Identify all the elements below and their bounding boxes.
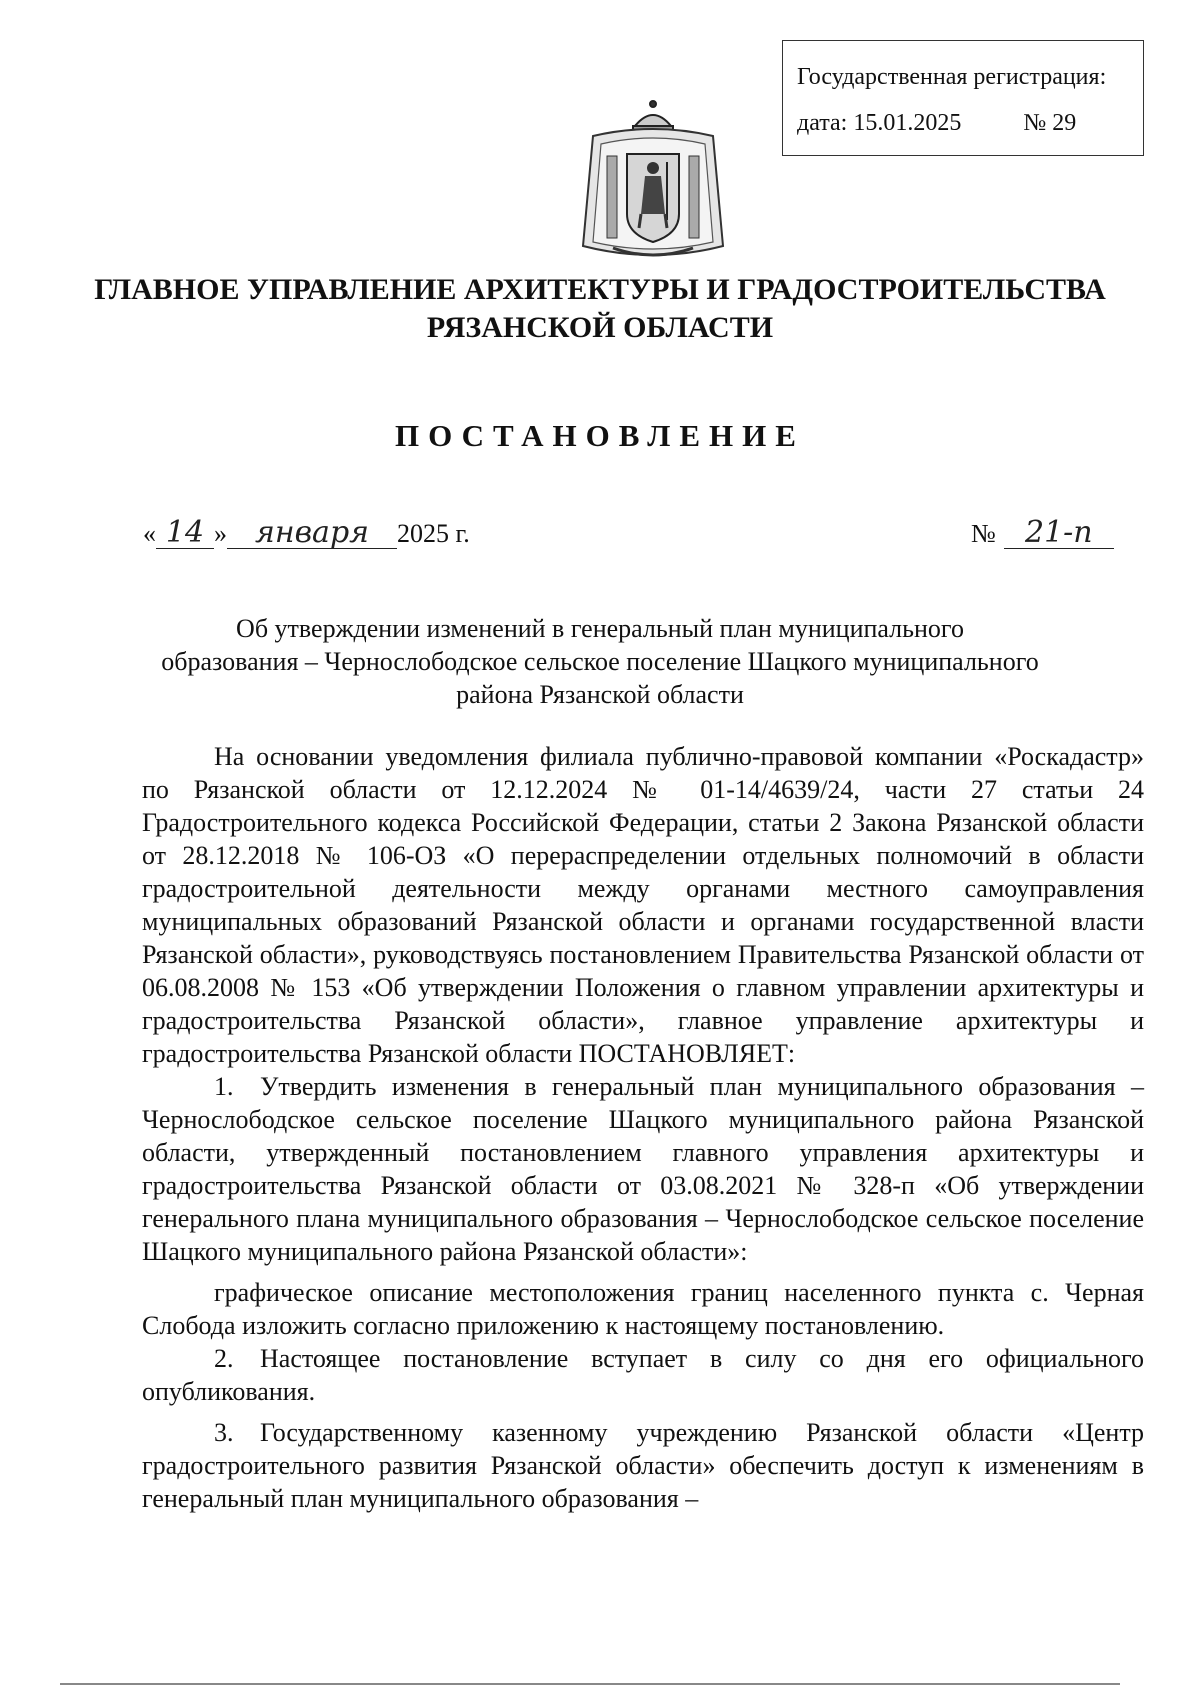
preamble-paragraph: На основании уведомления филиала публично-правовой компании «Роскадастр» по Рязанской области от 12.12.2024 № 01-14/4639/24, части 27 статьи 24 Градостроительного кодекса Российской Федерации, статьи 2 Закона Рязанской области от 28.12.2018 № 106-ОЗ «О перераспределении отдельных полномочий в области градостроительной деятельности между органами местного самоуправления муниципальных образований Рязанской области и органами государственной власти Рязанской области», руководствуясь постановлением Правительства Рязанской области от 06.08.2008 № 153 «Об утверждении Положения о главном управлении архитектуры и градостроительства Рязанской области», главное управление архитектуры и градостроительства Рязанской области ПОСТАНОВЛЯЕТ:: [142, 742, 1144, 1068]
number-sign: №: [971, 519, 996, 548]
item-2-paragraph: [142, 1342, 1144, 1408]
registration-number: № 29: [1023, 110, 1077, 136]
page-bottom-edge: [60, 1683, 1120, 1685]
document-type: ПОСТАНОВЛЕНИЕ: [395, 418, 805, 453]
item-2-text: Настоящее постановление вступает в силу со дня его официального опубликования.: [142, 1344, 1144, 1406]
number-value: 21-п: [1004, 518, 1114, 549]
date-day: 14: [156, 518, 214, 549]
item-1-subparagraph: графическое описание местоположения границ населенного пункта с. Черная Слобода изложить согласно приложению к настоящему постановлению.: [142, 1278, 1144, 1340]
document-title: [120, 612, 1080, 711]
document-number: [971, 515, 1114, 550]
registration-date: дата: 15.01.2025: [797, 110, 962, 136]
title-line-3: района Рязанской области: [456, 680, 744, 709]
organization-line-1: ГЛАВНОЕ УПРАВЛЕНИЕ АРХИТЕКТУРЫ И ГРАДОСТРОИТЕЛЬСТВА: [94, 273, 1106, 306]
document-body: [142, 740, 1144, 1515]
registration-details: [797, 107, 1143, 139]
item-3-paragraph: [142, 1416, 1144, 1515]
date-year: 2025 г.: [397, 519, 470, 548]
title-line-2: образования – Чернослободское сельское поселение Шацкого муниципального: [161, 647, 1039, 676]
date-open-quote: «: [143, 519, 156, 548]
registration-label: Государственная регистрация:: [797, 64, 1107, 90]
item-1-text: Утвердить изменения в генеральный план муниципального образования – Чернослободское сельское поселение Шацкого муниципального района Рязанской области, утвержденный постановлением главного управления архитектуры и градостроительства Рязанской области от 03.08.2021 № 328-п «Об утверждении генерального плана муниципального образования – Чернослободское сельское поселение Шацкого муниципального района Рязанской области»:: [142, 1072, 1144, 1266]
ryazan-coat-of-arms-icon: [573, 96, 733, 274]
item-1-number: 1.: [214, 1072, 234, 1101]
item-3-text: Государственному казенному учреждению Рязанской области «Центр градостроительного развития Рязанской области» обеспечить доступ к изменениям в генеральный план муниципального образования –: [142, 1418, 1144, 1513]
organization-line-2: РЯЗАНСКОЙ ОБЛАСТИ: [426, 311, 774, 344]
date-month: января: [227, 518, 397, 549]
document-date: [143, 515, 470, 550]
organization-name: [0, 271, 1200, 347]
title-line-1: Об утверждении изменений в генеральный план муниципального: [236, 614, 964, 643]
item-1-paragraph: [142, 1070, 1144, 1268]
item-3-number: 3.: [214, 1418, 234, 1447]
item-2-number: 2.: [214, 1344, 234, 1373]
registration-stamp: [782, 40, 1144, 156]
date-close-quote: »: [214, 519, 227, 548]
